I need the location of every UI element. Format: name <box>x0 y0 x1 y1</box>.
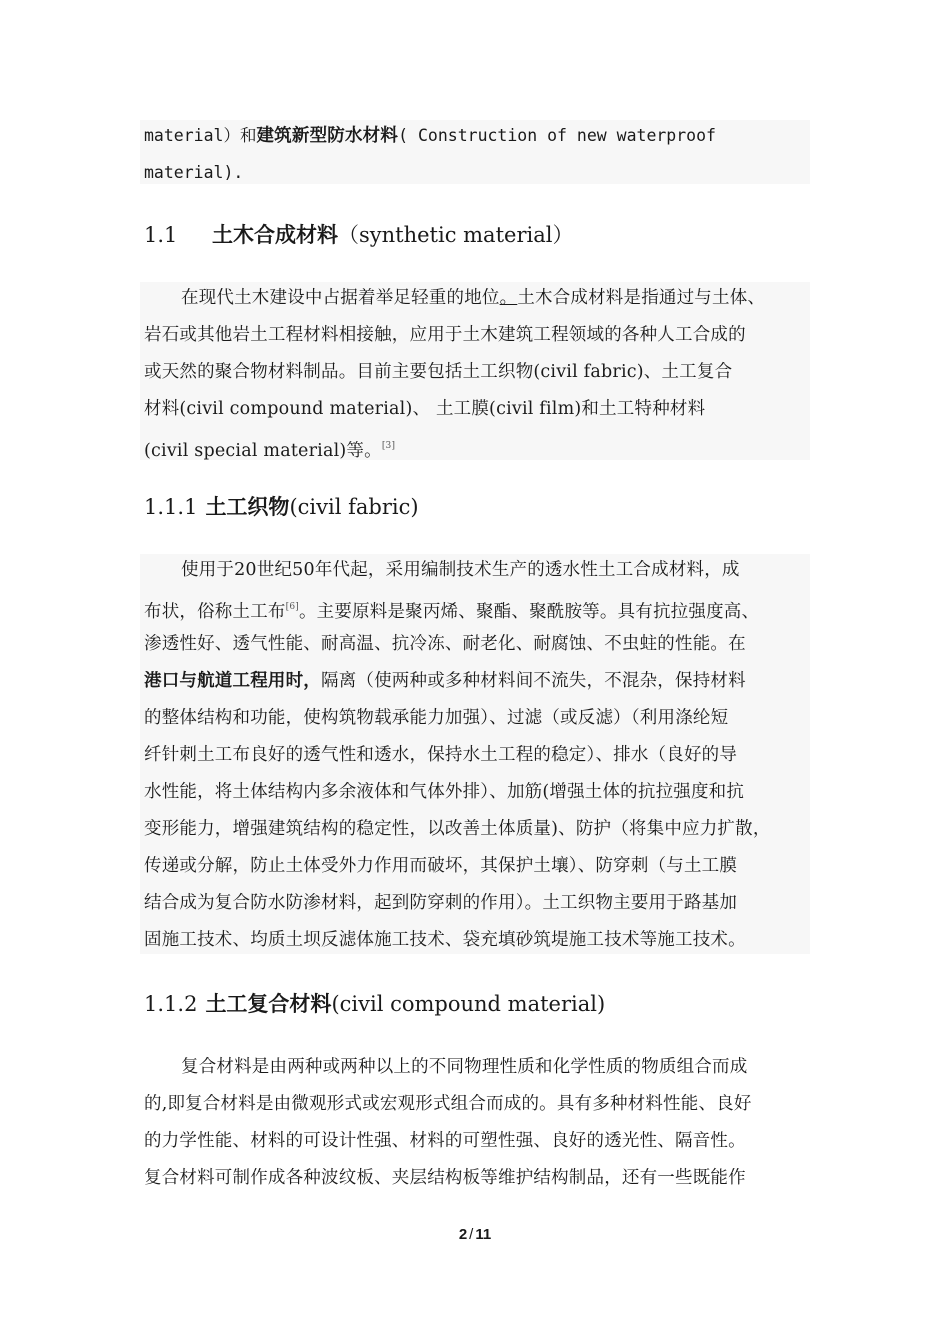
paragraph-line: 复合材料可制作成各种波纹板、夹层结构板等维护结构制品，还有一些既能作 <box>144 1168 746 1188</box>
fragment-line-2: material). <box>144 163 244 182</box>
citation-ref: [3] <box>381 441 396 451</box>
section-1-1-paragraph <box>140 282 810 460</box>
section-heading-1-1-1: 1.1.1 土工织物(civil fabric) <box>144 494 419 519</box>
section-1-1-2-paragraph <box>140 1051 810 1201</box>
fragment-line-1: material）和建筑新型防水材料( Construction of new waterproof <box>144 126 716 146</box>
paragraph-line: 复合材料是由两种或两种以上的不同物理性质和化学性质的物质组合而成 <box>181 1057 748 1077</box>
paragraph-line: 或天然的聚合物材料制品。目前主要包括土工织物(civil fabric)、土工复合 <box>144 362 733 382</box>
paragraph-line: 渗透性好、透气性能、耐高温、抗冷冻、耐老化、耐腐蚀、不虫蛀的性能。在 <box>144 634 746 654</box>
paragraph-line: 纤针刺土工布良好的透气性和透水，保持水土工程的稳定）、排水（良好的导 <box>144 745 738 765</box>
paragraph-line: 水性能，将土体结构内多余液体和气体外排）、加筋(增强土体的抗拉强度和抗 <box>144 782 745 802</box>
page-number: 2 / 11 <box>458 1226 492 1243</box>
section-1-1-1-paragraph <box>140 554 810 954</box>
paragraph-line: 变形能力，增强建筑结构的稳定性，以改善土体质量)、防护（将集中应力扩散， <box>144 819 771 839</box>
citation-ref: [6] <box>285 602 299 612</box>
paragraph-line: (civil special material)等。[3] <box>144 441 396 461</box>
paragraph-line: 结合成为复合防水防渗材料，起到防穿刺的作用）。土工织物主要用于路基加 <box>144 893 738 913</box>
paragraph-line: 港口与航道工程用时，隔离（使两种或多种材料间不流失，不混杂，保持材料 <box>144 671 746 691</box>
paragraph-line: 的力学性能、材料的可设计性强、材料的可塑性强、良好的透光性、隔音性。 <box>144 1131 746 1151</box>
paragraph-line: 岩石或其他岩土工程材料相接触，应用于土木建筑工程领域的各种人工合成的 <box>144 325 746 345</box>
paragraph-line: 使用于20世纪50年代起，采用编制技术生产的透水性土工合成材料，成 <box>181 560 740 580</box>
paragraph-line: 固施工技术、均质土坝反滤体施工技术、袋充填砂筑堤施工技术等施工技术。 <box>144 930 746 950</box>
paragraph-line: 的整体结构和功能，使构筑物载承能力加强）、过滤（或反滤）（利用涤纶短 <box>144 708 729 728</box>
section-heading-1-1: 1.1 土木合成材料（synthetic material） <box>144 222 574 247</box>
top-fragment <box>140 120 810 184</box>
paragraph-line: 在现代土木建设中占据着举足轻重的地位。土木合成材料是指通过与土体、 <box>181 288 766 308</box>
section-heading-1-1-2: 1.1.2 土工复合材料(civil compound material) <box>144 991 606 1016</box>
paragraph-line: 布状，俗称土工布[6]。主要原料是聚丙烯、聚酯、聚酰胺等。具有抗拉强度高、 <box>144 602 760 622</box>
paragraph-line: 材料(civil compound material)、 土工膜(civil film)和土工特种材料 <box>144 399 706 419</box>
paragraph-line: 传递或分解，防止土体受外力作用而破坏，其保护土壤）、防穿刺（与土工膜 <box>144 856 738 876</box>
paragraph-line: 的,即复合材料是由微观形式或宏观形式组合而成的。具有多种材料性能、良好 <box>144 1094 752 1114</box>
